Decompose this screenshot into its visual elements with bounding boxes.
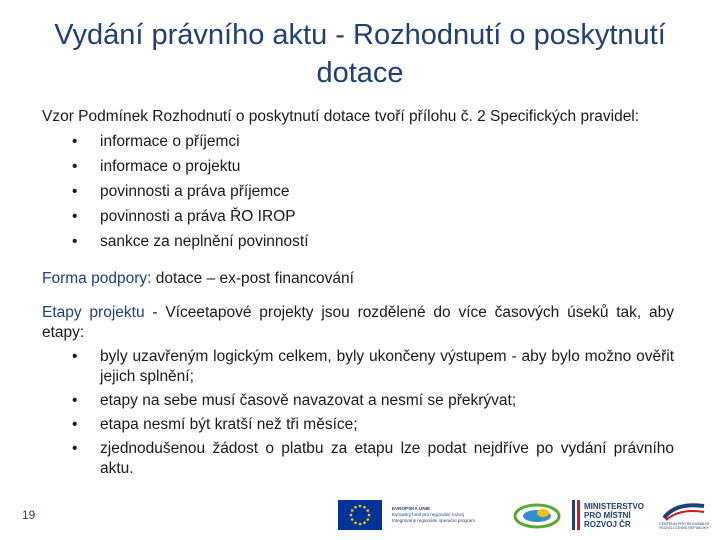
eu-line-3: Integrovaný regionální operační program — [392, 518, 475, 523]
slide-body — [42, 104, 674, 483]
eu-flag-icon — [338, 500, 382, 530]
footer-logos — [338, 494, 714, 536]
list-item: • povinnosti a práva ŘO IROP — [42, 204, 674, 229]
slide-title: Vydání právního aktu - Rozhodnutí o poskytnutí dotace — [54, 19, 666, 89]
crr-logo-icon — [662, 500, 706, 522]
mmr-line-3: ROZVOJ ČR — [584, 519, 631, 529]
stages-label: Etapy projektu — [42, 304, 145, 321]
support-form — [42, 266, 674, 291]
mmr-logo — [572, 500, 644, 530]
crr-logo — [654, 500, 714, 530]
list-item: • zjednodušenou žádost o platbu za etapu lze podat nejdříve po vydání právního aktu. — [42, 439, 674, 479]
mmr-line-2: PRO MÍSTNÍ — [584, 510, 631, 520]
stages-intro — [42, 303, 674, 343]
intro-text: Vzor Podmínek Rozhodnutí o poskytnutí dotace tvoří přílohu č. 2 Specifických pravidel: — [42, 108, 640, 125]
conditions-list — [42, 129, 674, 254]
eu-line-1: EVROPSKÁ UNIE — [392, 506, 431, 511]
mmr-stripes-icon — [572, 500, 580, 530]
list-item: • etapy na sebe musí časově navazovat a nesmí se překrývat; — [42, 391, 674, 411]
page-number: 19 — [22, 508, 36, 522]
list-item: • informace o příjemci — [42, 129, 674, 154]
irop-logo-icon — [512, 501, 562, 529]
eu-fund-text — [392, 506, 502, 524]
stages-text: - Víceetapové projekty jsou rozdělené do více časových úseků tak, aby etapy: — [42, 304, 674, 341]
mmr-line-1: MINISTERSTVO — [584, 501, 645, 511]
crr-text: CENTRUM PRO REGIONÁLNÍ ROZVOJ ČESKÉ REPUBLIKY — [659, 522, 709, 530]
stages-list — [42, 347, 674, 479]
eu-line-2: Evropský fond pro regionální rozvoj — [392, 512, 465, 517]
list-item: • sankce za neplnění povinností — [42, 229, 674, 254]
list-item: • etapa nesmí být kratší než tři měsíce; — [42, 415, 674, 435]
list-item: • informace o projektu — [42, 154, 674, 179]
list-item: • povinnosti a práva příjemce — [42, 179, 674, 204]
support-value: dotace – ex-post financování — [151, 270, 354, 287]
support-label: Forma podpory: — [42, 270, 152, 287]
list-item: • byly uzavřeným logickým celkem, byly ukončeny výstupem - aby bylo možno ověřit jejich splnění; — [42, 347, 674, 387]
